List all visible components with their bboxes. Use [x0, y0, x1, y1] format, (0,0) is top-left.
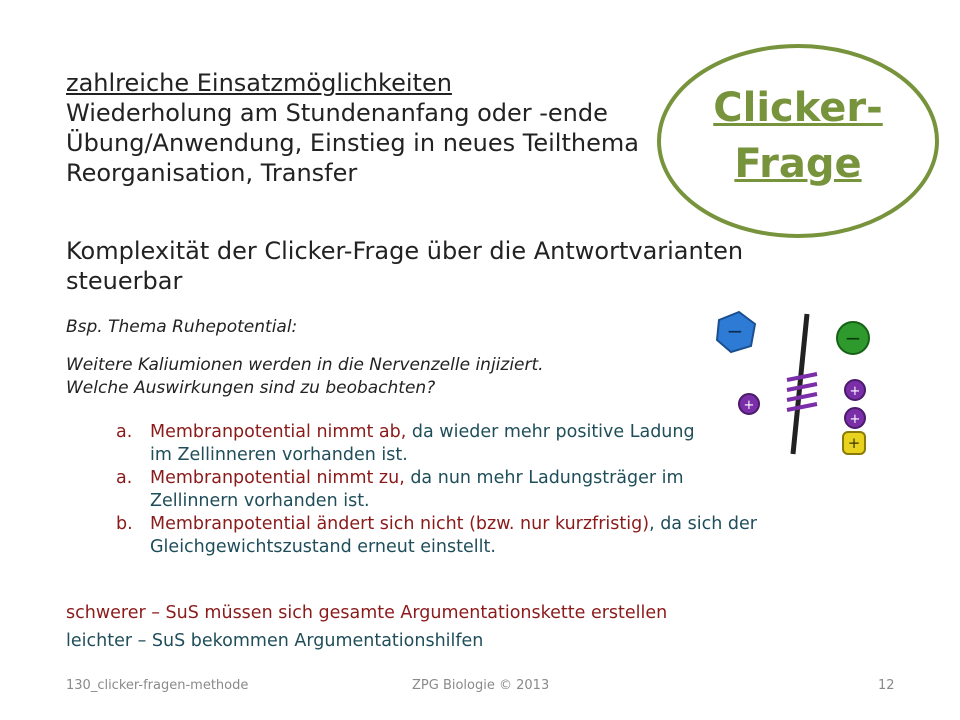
- footer-copyright: ZPG Biologie © 2013: [412, 678, 550, 693]
- answer-reason: da wieder mehr positive Ladung im Zellinneren vorhanden ist.: [150, 422, 695, 465]
- heading-usage: zahlreiche Einsatzmöglichkeiten: [66, 69, 452, 97]
- answer-item: [116, 513, 800, 559]
- answer-claim: Membranpotential nimmt zu: [150, 468, 400, 488]
- usage-list: [66, 68, 639, 188]
- answer-sep: ,: [649, 514, 655, 534]
- answer-item: [116, 421, 710, 467]
- answer-list: [116, 421, 816, 559]
- answer-sep: ,: [400, 422, 407, 442]
- answer-letter: b.: [116, 514, 133, 534]
- page-number: 12: [878, 678, 895, 693]
- badge-line-2: Frage: [734, 141, 862, 187]
- anion-green-label: −: [844, 326, 862, 350]
- answer-letter: a.: [116, 422, 133, 442]
- usage-line-repetition: Wiederholung am Stundenanfang oder -ende: [66, 99, 608, 127]
- question-line-1: Weitere Kaliumionen werden in die Nervenzelle injiziert.: [66, 355, 544, 375]
- cation-purple-label: +: [849, 412, 861, 427]
- clicker-badge-text: [655, 80, 941, 192]
- answer-claim: Membranpotential nimmt ab: [150, 422, 401, 442]
- question-block: [66, 354, 544, 400]
- question-line-2: Welche Auswirkungen sind zu beobachten?: [66, 378, 436, 398]
- usage-line-practice: Übung/Anwendung, Einstieg in neues Teilthema: [66, 129, 639, 157]
- summary-harder: schwerer – SuS müssen sich gesamte Argumentationskette erstellen: [66, 603, 668, 623]
- badge-line-1: Clicker-: [713, 85, 883, 131]
- cation-purple-label: +: [743, 398, 755, 413]
- complexity-statement: Komplexität der Clicker-Frage über die Antwortvarianten steuerbar: [66, 237, 744, 295]
- channel-bar: [787, 404, 817, 410]
- summary-easier: leichter – SuS bekommen Argumentationshilfen: [66, 631, 484, 651]
- channel-bar: [787, 394, 817, 400]
- difficulty-summary: [66, 599, 667, 655]
- answer-item: [116, 467, 760, 513]
- answer-sep: ,: [399, 468, 405, 488]
- answer-reason: da sich der Gleichgewichtszustand erneut einstellt.: [150, 514, 757, 557]
- cation-yellow-label: +: [847, 434, 861, 452]
- usage-line-transfer: Reorganisation, Transfer: [66, 159, 358, 187]
- example-label: Bsp. Thema Ruhepotential:: [66, 317, 298, 337]
- anion-blue-label: −: [726, 319, 744, 343]
- answer-reason: da nun mehr Ladungsträger im Zellinnern vorhanden ist.: [150, 468, 684, 511]
- answer-letter: a.: [116, 468, 133, 488]
- cation-purple-label: +: [849, 384, 861, 399]
- footer-filename: 130_clicker-fragen-methode: [66, 678, 249, 693]
- answer-claim: Membranpotential ändert sich nicht (bzw. nur kurzfristig): [150, 514, 650, 534]
